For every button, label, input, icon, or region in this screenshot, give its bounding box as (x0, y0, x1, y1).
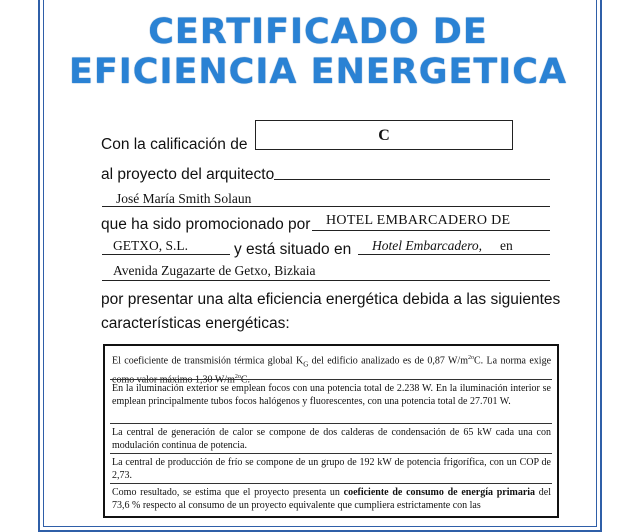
characteristic-transmission: El coeficiente de transmisión térmica global $K_G$ del edificio analizado es de 0,87 $W/m^{2o}C$. La norma exige como valor máximo 1,30 $W/m^{2o}C$. (112, 355, 552, 386)
separator (110, 379, 552, 380)
characteristic-lighting: En la iluminación exterior se emplean focos con una potencia total de 2.238 W. En la iluminación interior se emplean principalmente tubos focos halógenos y fluorescentes, con una potencia total de 27.701 W. (112, 383, 551, 407)
characteristic-heating: La central de generación de calor se compone de dos calderas de condensación de 65 kW cada una con modulación continua de potencia. (112, 427, 551, 451)
promoter-value-2: GETXO, S.L. (113, 238, 188, 253)
grade-box (255, 120, 513, 150)
separator (110, 483, 552, 484)
separator (110, 423, 552, 424)
address-value: Avenida Zugazarte de Getxo, Bizkaia (113, 263, 316, 278)
architect-value: José María Smith Solaun (116, 191, 252, 206)
separator (110, 453, 552, 454)
location-value-en: en (500, 238, 513, 253)
characteristics-box (103, 344, 559, 518)
promoter-line (312, 230, 550, 231)
promoter-line-2 (102, 254, 230, 255)
reason-line-1: por presentar una alta eficiencia energética debida a las siguientes (101, 291, 561, 308)
reason-line-2: características energéticas: (101, 315, 290, 332)
characteristic-result: Como resultado, se estima que el proyecto presenta un coeficiente de consumo de energía primaria del 73,6 % respecto al consumo de un proyecto equivalente que cumpliera estrictamente con las (112, 487, 552, 511)
location-line (358, 254, 550, 255)
architect-line (274, 179, 550, 180)
characteristic-cooling: La central de producción de frío se compone de un grupo de 192 kW de potencia frigorífica, con un COP de 2,73. (112, 457, 551, 481)
architect-line-2 (102, 206, 550, 207)
location-label: y está situado en (234, 241, 352, 258)
title-line-2: EFICIENCIA ENERGETICA (68, 52, 568, 92)
architect-label: al proyecto del arquitecto (101, 166, 275, 183)
grade-value: C (378, 127, 390, 144)
title-line-1: CERTIFICADO DE (148, 12, 488, 52)
location-value: Hotel Embarcadero, (372, 238, 482, 253)
address-line (102, 280, 550, 281)
promoter-value-1: HOTEL EMBARCADERO DE (326, 213, 511, 228)
grade-label: Con la calificación de (101, 136, 248, 153)
promoter-label: que ha sido promocionado por (101, 216, 311, 233)
